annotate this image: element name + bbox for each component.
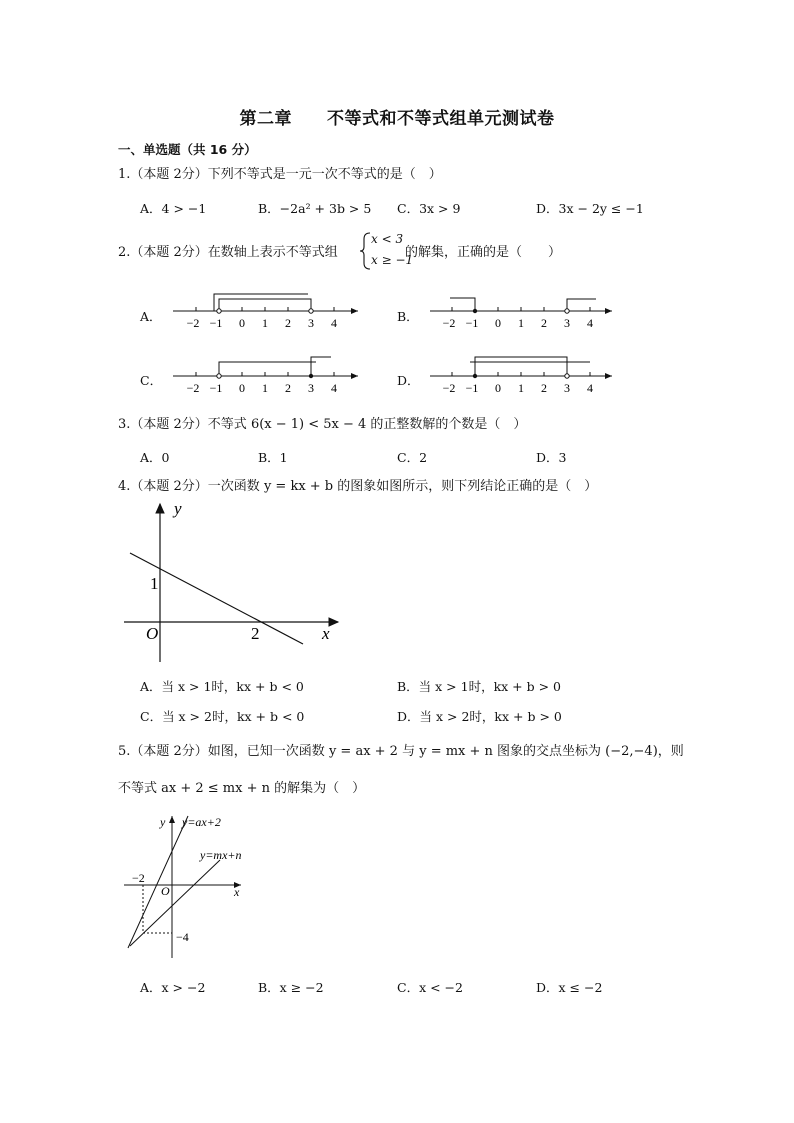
q4-option-d[interactable]: D．当 x > 2时，kx + b > 0 (397, 709, 562, 724)
q5-graph (120, 810, 280, 965)
section-heading: 一、单选题（共 16 分） (118, 142, 257, 157)
svg-text:0: 0 (495, 381, 501, 395)
q3-option-a[interactable]: A．0 (140, 450, 170, 465)
q5-option-b[interactable]: B．x ≥ −2 (258, 980, 324, 995)
number-line-d (430, 357, 612, 395)
svg-text:2: 2 (541, 316, 547, 330)
x-label: x (322, 624, 330, 643)
ticks-d (443, 381, 593, 395)
svg-text:−1: −1 (209, 316, 223, 330)
q2-option-a[interactable]: A． (140, 309, 162, 324)
svg-text:4: 4 (331, 316, 337, 330)
q4-option-a[interactable]: A．当 x > 1时，kx + b < 0 (140, 679, 304, 694)
q5-option-a[interactable]: A．x > −2 (140, 980, 206, 995)
question-1-stem: 1.（本题 2分）下列不等式是一元一次不等式的是（ ） (118, 167, 442, 182)
q3-option-d[interactable]: D．3 (536, 450, 567, 465)
system-top: x < 3 (371, 232, 404, 246)
line2-label: y=mx+n (200, 848, 242, 862)
svg-text:−1: −1 (465, 381, 479, 395)
svg-text:−1: −1 (465, 316, 479, 330)
q5-option-d[interactable]: D．x ≤ −2 (536, 980, 603, 995)
q1-option-b[interactable]: B．−2a² + 3b > 5 (258, 201, 372, 216)
svg-text:1: 1 (518, 381, 524, 395)
q1-option-a[interactable]: A．4 > −1 (140, 201, 207, 216)
svg-text:0: 0 (239, 381, 245, 395)
y-intercept-label: 1 (150, 574, 159, 593)
number-line-b (430, 298, 612, 330)
q3-option-c[interactable]: C．2 (397, 450, 428, 465)
question-3-stem: 3.（本题 2分）不等式 6(x − 1) < 5x − 4 的正整数解的个数是（ ） (118, 417, 527, 432)
q4-option-c[interactable]: C．当 x > 2时，kx + b < 0 (140, 709, 305, 724)
svg-text:−2: −2 (186, 381, 200, 395)
svg-text:4: 4 (331, 381, 337, 395)
question-5-stem-line2: 不等式 ax + 2 ≤ mx + n 的解集为（ ） (118, 781, 366, 796)
origin-label: O (146, 624, 159, 643)
svg-text:3: 3 (564, 316, 570, 330)
q4-graph (110, 498, 350, 668)
svg-text:3: 3 (564, 381, 570, 395)
svg-text:1: 1 (262, 316, 268, 330)
ticks-b (443, 316, 593, 330)
origin-label: O (161, 884, 170, 898)
system-bottom: x ≥ −1 (371, 253, 414, 267)
question-2-stem-pre: 2.（本题 2分）在数轴上表示不等式组 (118, 245, 338, 260)
number-line-c (173, 357, 358, 395)
svg-text:−2: −2 (186, 316, 200, 330)
q2-option-b[interactable]: B． (397, 309, 419, 324)
q4-option-b[interactable]: B．当 x > 1时，kx + b > 0 (397, 679, 562, 694)
q2-option-c[interactable]: C． (140, 373, 163, 388)
ticks-c (187, 381, 337, 395)
number-line-a (173, 294, 358, 330)
svg-text:3: 3 (308, 381, 314, 395)
page-title: 第二章 不等式和不等式组单元测试卷 (239, 109, 555, 129)
q3-option-b[interactable]: B．1 (258, 450, 288, 465)
svg-text:2: 2 (285, 381, 291, 395)
svg-text:−2: −2 (442, 381, 456, 395)
svg-text:1: 1 (262, 381, 268, 395)
svg-text:0: 0 (239, 316, 245, 330)
svg-text:−1: −1 (209, 381, 223, 395)
line1-label: y=ax+2 (182, 815, 221, 829)
x-label: x (234, 885, 240, 899)
question-5-stem-line1: 5.（本题 2分）如图，已知一次函数 y = ax + 2 与 y = mx + n 图象的交点坐标为 (−2,−4)，则 (118, 744, 684, 759)
x-intercept-label: 2 (251, 624, 260, 643)
svg-text:3: 3 (308, 316, 314, 330)
q2-number-lines (0, 0, 794, 400)
question-4-stem: 4.（本题 2分）一次函数 y = kx + b 的图象如图所示，则下列结论正确的是（ ） (118, 479, 598, 494)
q1-option-d[interactable]: D．3x − 2y ≤ −1 (536, 201, 644, 216)
svg-text:2: 2 (541, 381, 547, 395)
y-label: y (174, 499, 182, 518)
ticks-a (187, 316, 337, 330)
svg-text:4: 4 (587, 316, 593, 330)
y-label: y (160, 815, 166, 829)
question-2-stem-post: 的解集，正确的是（ ） (405, 245, 562, 260)
svg-text:1: 1 (518, 316, 524, 330)
q5-option-c[interactable]: C．x < −2 (397, 980, 463, 995)
svg-text:2: 2 (285, 316, 291, 330)
q2-option-d[interactable]: D． (397, 373, 420, 388)
svg-text:4: 4 (587, 381, 593, 395)
q1-option-c[interactable]: C．3x > 9 (397, 201, 461, 216)
svg-text:0: 0 (495, 316, 501, 330)
neg4-label: −4 (176, 930, 189, 944)
svg-text:−2: −2 (442, 316, 456, 330)
neg2-label: −2 (132, 871, 145, 885)
